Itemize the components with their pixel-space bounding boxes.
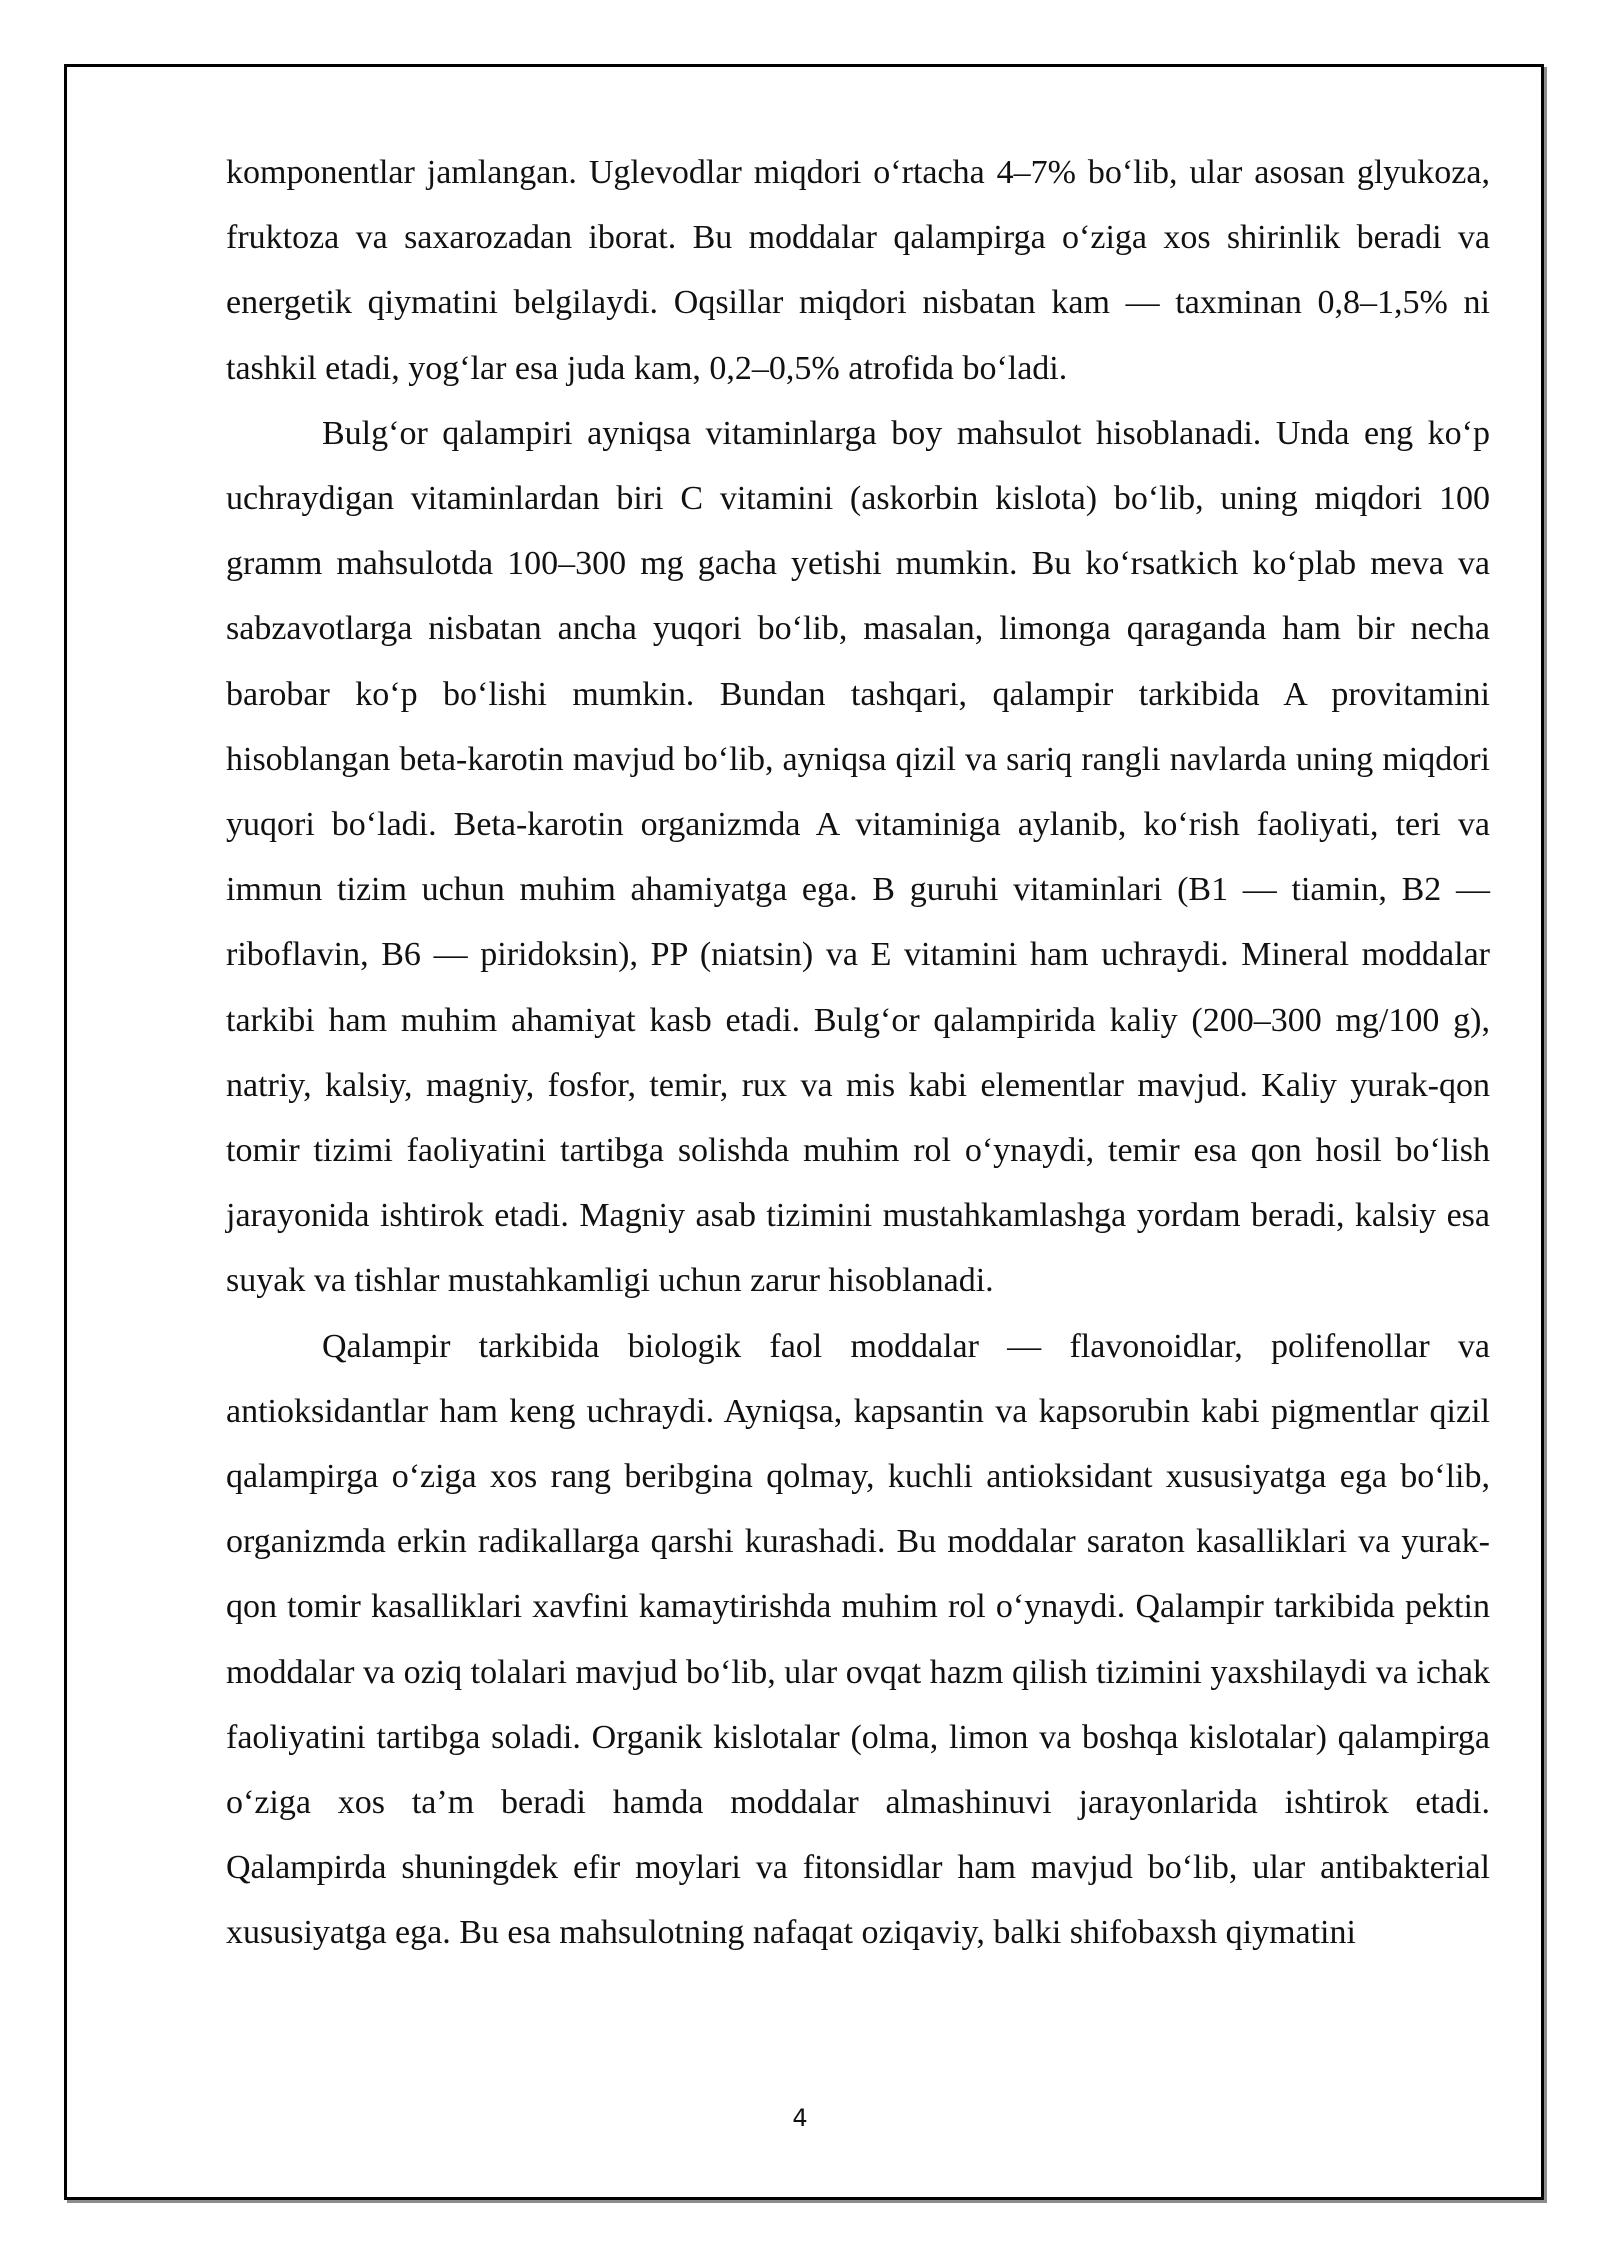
paragraph-2: Bulg‘or qalampiri ayniqsa vitaminlarga boy mahsulot hisoblanadi. Unda eng ko‘p uchraydigan vitaminlardan biri C vitamini (askorbin kislota) bo‘lib, uning miqdori 100 gramm mahsulotda 100–300 mg gacha yetishi mumkin. Bu ko‘rsatkich ko‘plab meva va sabzavotlarga nisbatan ancha yuqori bo‘lib, masalan, limonga qaraganda ham bir necha barobar ko‘p bo‘lishi mumkin. Bundan tashqari, qalampir tarkibida A provitamini hisoblangan beta-karotin mavjud bo‘lib, ayniqsa qizil va sariq rangli navlarda uning miqdori yuqori bo‘ladi. Beta-karotin organizmda A vitaminiga aylanib, ko‘rish faoliyati, teri va immun tizim uchun muhim ahamiyatga ega. B guruhi vitaminlari (B1 — tiamin, B2 — riboflavin, B6 — piridoksin), PP (niatsin) va E vitamini ham uchraydi. Mineral moddalar tarkibi ham muhim ahamiyat kasb etadi. Bulg‘or qalampirida kaliy (200–300 mg/100 g), natriy, kalsiy, magniy, fosfor, temir, rux va mis kabi elementlar mavjud. Kaliy yurak-qon tomir tizimi faoliyatini tartibga solishda muhim rol o‘ynaydi, temir esa qon hosil bo‘lish jarayonida ishtirok etadi. Magniy asab tizimini mustahkamlashga yordam beradi, kalsiy esa suyak va tishlar mustahkamligi uchun zarur hisoblanadi. <box>226 414 1490 1300</box>
paragraph-3: Qalampir tarkibida biologik faol moddalar — flavonoidlar, polifenollar va antioksidantlar ham keng uchraydi. Ayniqsa, kapsantin va kapsorubin kabi pigmentlar qizil qalampirga o‘ziga xos rang beribgina qolmay, kuchli antioksidant xususiyatga ega bo‘lib, organizmda erkin radikallarga qarshi kurashadi. Bu moddalar saraton kasalliklari va yurak-qon tomir kasalliklari xavfini kamaytirishda muhim rol o‘ynaydi. Qalampir tarkibida pektin moddalar va oziq tolalari mavjud bo‘lib, ular ovqat hazm qilish tizimini yaxshilaydi va ichak faoliyatini tartibga soladi. Organik kislotalar (olma, limon va boshqa kislotalar) qalampirga o‘ziga xos ta’m beradi hamda moddalar almashinuvi jarayonlarida ishtirok etadi. Qalampirda shuningdek efir moylari va fitonsidlar ham mavjud bo‘lib, ular antibakterial xususiyatga ega. Bu esa mahsulotning nafaqat oziqaviy, balki shifobaxsh qiymatini <box>226 1327 1490 1952</box>
body-text <box>226 140 1490 1966</box>
paragraph-1: komponentlar jamlangan. Uglevodlar miqdori o‘rtacha 4–7% bo‘lib, ular asosan glyukoza, fruktoza va saxarozadan iborat. Bu moddalar qalampirga o‘ziga xos shirinlik beradi va energetik qiymatini belgilaydi. Oqsillar miqdori nisbatan kam — taxminan 0,8–1,5% ni tashkil etadi, yog‘lar esa juda kam, 0,2–0,5% atrofida bo‘ladi. <box>226 154 1490 387</box>
page-number: 4 <box>792 2104 808 2132</box>
